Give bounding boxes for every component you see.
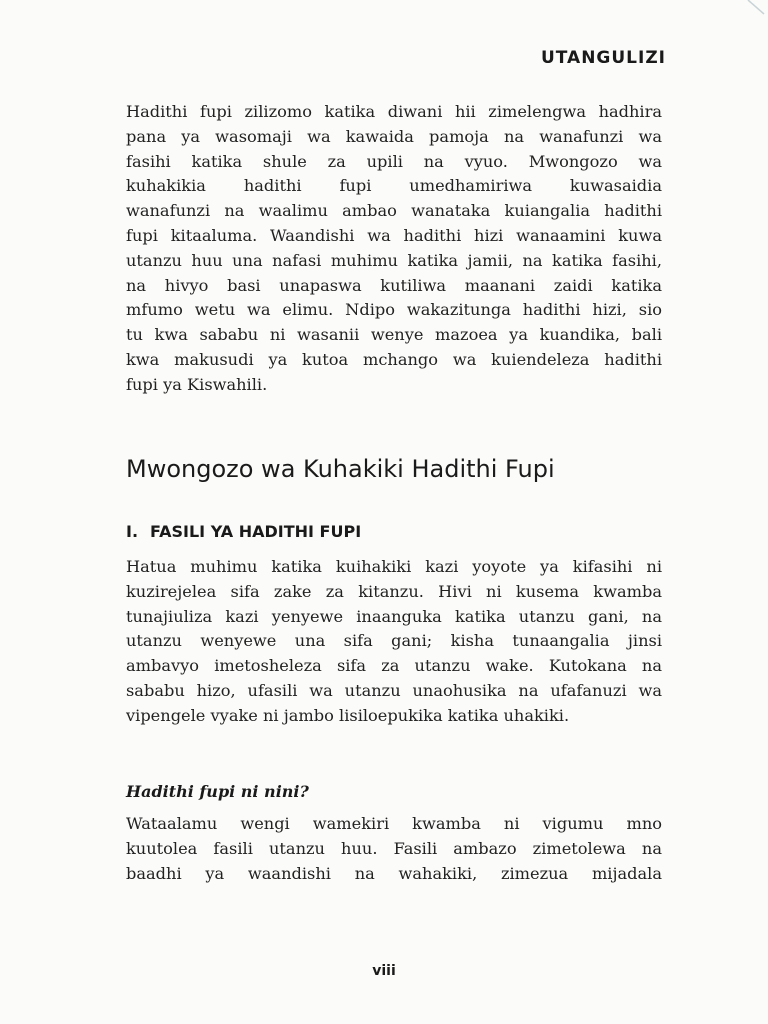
running-head: UTANGULIZI — [540, 48, 666, 68]
paragraph-line: utanzu wenyewe una sifa gani; kisha tunaangalia jinsi — [126, 631, 662, 651]
subsection-number: I. — [126, 522, 139, 541]
paragraph-line: ambavyo imetosheleza sifa za utanzu wake. Kutokana na — [126, 656, 662, 676]
paragraph-line: na hivyo basi unapaswa kutiliwa maanani zaidi katika — [126, 275, 662, 295]
nini-paragraph — [126, 812, 662, 886]
paragraph-line: vipengele vyake ni jambo lisiloepukika katika uhakiki. — [126, 705, 570, 725]
fasili-paragraph — [126, 555, 662, 729]
paragraph-line: fupi ya Kiswahili. — [126, 374, 268, 394]
paragraph-line: tunajiuliza kazi yenyewe inaanguka katika utanzu gani, na — [126, 606, 662, 626]
paragraph-line: Hatua muhimu katika kuihakiki kazi yoyote ya kifasihi ni — [126, 557, 662, 576]
intro-paragraph — [126, 100, 662, 398]
section-heading: Mwongozo wa Kuhakiki Hadithi Fupi — [126, 455, 555, 483]
paragraph-line: mfumo wetu wa elimu. Ndipo wakazitunga hadithi hizi, sio — [126, 300, 662, 320]
italic-subheading: Hadithi fupi ni nini? — [126, 782, 309, 801]
paragraph-line: wanafunzi na waalimu ambao wanataka kuiangalia hadithi — [126, 201, 662, 221]
paragraph-line: tu kwa sababu ni wasanii wenye mazoea ya kuandika, bali — [126, 325, 662, 345]
paragraph-line: fupi kitaaluma. Waandishi wa hadithi hizi wanaamini kuwa — [126, 225, 662, 245]
paragraph-line: utanzu huu una nafasi muhimu katika jamii, na katika fasihi, — [126, 250, 662, 270]
page-corner-mark — [744, 0, 768, 18]
paragraph-line: baadhi ya waandishi na wahakiki, zimezua mijadala — [126, 863, 662, 883]
page-number: viii — [372, 963, 396, 979]
paragraph-line: Hadithi fupi zilizomo katika diwani hii zimelengwa hadhira — [126, 102, 662, 121]
paragraph-line: sababu hizo, ufasili wa utanzu unaohusika na ufafanuzi wa — [126, 680, 662, 700]
paragraph-line: fasihi katika shule za upili na vyuo. Mwongozo wa — [126, 151, 662, 171]
paragraph-line: pana ya wasomaji wa kawaida pamoja na wanafunzi wa — [126, 126, 662, 146]
subsection-title: FASILI YA HADITHI FUPI — [150, 522, 362, 541]
paragraph-line: Wataalamu wengi wamekiri kwamba ni vigumu mno — [126, 814, 662, 833]
paragraph-line: kwa makusudi ya kutoa mchango wa kuiendeleza hadithi — [126, 349, 662, 369]
paragraph-line: kuzirejelea sifa zake za kitanzu. Hivi ni kusema kwamba — [126, 581, 662, 601]
paragraph-line: kuhakikia hadithi fupi umedhamiriwa kuwasaidia — [126, 176, 662, 196]
subsection-heading — [126, 522, 361, 541]
paragraph-line: kuutolea fasili utanzu huu. Fasili ambazo zimetolewa na — [126, 838, 662, 858]
